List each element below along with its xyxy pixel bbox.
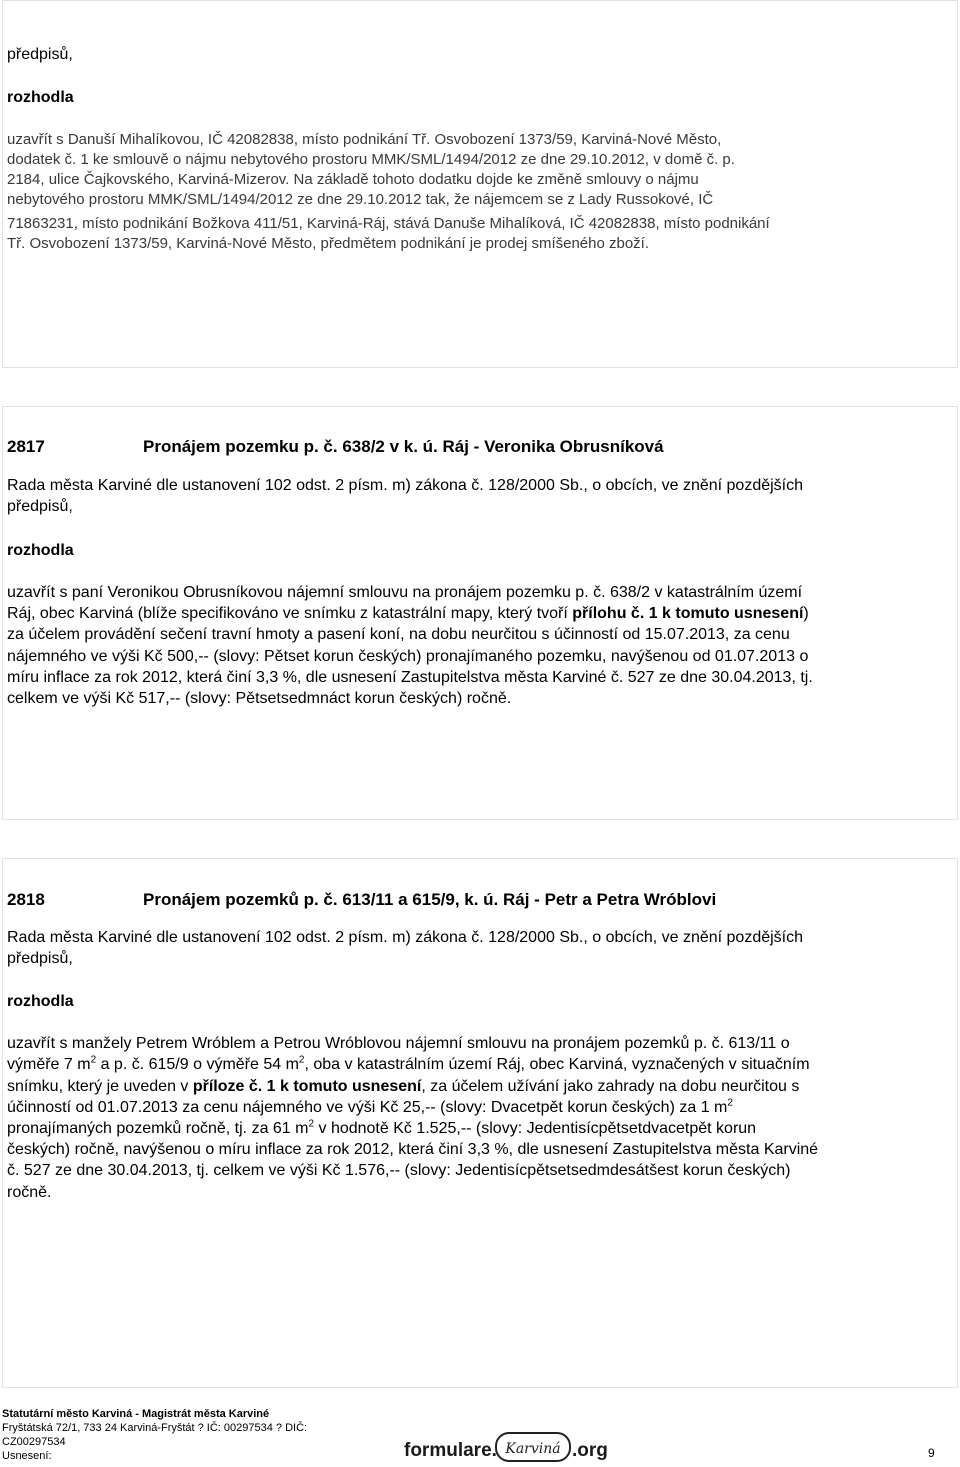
rozhodla-label: rozhodla [7, 993, 74, 1010]
rozhodla-label: rozhodla [7, 89, 74, 106]
formulare-karvina-logo [404, 1432, 612, 1462]
decision-line-4 [7, 1098, 951, 1118]
decision-line-6: Tř. Osvobození 1373/59, Karviná-Nové Město, předmětem podnikání je prodej smíšeného zboží. [7, 235, 650, 252]
logo-text-mid: Karviná [505, 1441, 561, 1457]
decision-line-1: uzavřít s manžely Petrem Wróblem a Petrou Wróblovou nájemní smlouvu na pronájem pozemků p. č. 613/11 o [7, 1035, 790, 1052]
footer-vat-id: CZ00297534 [2, 1436, 66, 1448]
superscript: 2 [727, 1097, 733, 1109]
decision-line-2 [7, 1055, 951, 1075]
resolution-title: Pronájem pozemku p. č. 638/2 v k. ú. Ráj - Veronika Obrusníková [143, 437, 664, 456]
superscript: 2 [298, 1054, 305, 1066]
resolution-heading [7, 890, 951, 910]
decision-text: , oba v katastrálním území Ráj, obec Karviná, vyznačených v situačním [304, 1056, 810, 1073]
footer-address: Fryštátská 72/1, 733 24 Karviná-Fryštát ? IČ: 00297534 ? DIČ: [2, 1422, 308, 1434]
decision-line-5: míru inflace za rok 2012, která činí 3,3 %, dle usnesení Zastupitelstva města Karviné č. 527 ze dne 30.04.2013, tj. [7, 669, 813, 686]
footer-resolution-label: Usnesení: [2, 1450, 52, 1462]
decision-text: ) [803, 605, 809, 622]
decision-line-6: celkem ve výši Kč 517,-- (slovy: Pětsetsedmnáct korun českých) ročně. [7, 690, 512, 707]
intro-text: Rada města Karviné dle ustanovení 102 odst. 2 písm. m) zákona č. 128/2000 Sb., o obcích, ve znění pozdějších [7, 477, 804, 494]
decision-text: v hodnotě Kč 1.525,-- (slovy: Jedentisícpětsetdvacetpět korun [314, 1120, 757, 1137]
intro-text: Rada města Karviné dle ustanovení 102 odst. 2 písm. m) zákona č. 128/2000 Sb., o obcích, ve znění pozdějších [7, 929, 804, 946]
decision-text: výměře 7 m [7, 1056, 91, 1073]
decision-text: Ráj, obec Karviná (blíže specifikováno ve snímku z katastrální mapy, který tvoří [7, 605, 573, 622]
decision-line-3 [7, 1077, 951, 1097]
resolution-title: Pronájem pozemků p. č. 613/11 a 615/9, k. ú. Ráj - Petr a Petra Wróblovi [143, 890, 717, 909]
decision-text: a p. č. 615/9 o výměře 54 m [96, 1056, 299, 1073]
resolution-number: 2818 [7, 890, 45, 909]
decision-text: pronajímaných pozemků ročně, tj. za 61 m [7, 1120, 309, 1137]
decision-line-6: českých) ročně, navýšenou o míru inflace za rok 2012, která činí 3,3 %, dle usnesení Zastupitelstva města Karviné [7, 1141, 819, 1158]
superscript: 2 [308, 1118, 315, 1130]
decision-line-3: za účelem provádění sečení travní hmoty a pasení koní, na dobu neurčitou s účinností od 15.07.2013, za cenu [7, 626, 790, 643]
decision-text: účinností od 01.07.2013 za cenu nájemného ve výši Kč 25,-- (slovy: Dvacetpět korun českých) za 1 m [7, 1099, 728, 1116]
predpisu-text: předpisů, [7, 46, 73, 63]
superscript: 2 [90, 1054, 97, 1066]
decision-line-8: ročně. [7, 1184, 52, 1201]
attachment-reference: přílohu č. 1 k tomuto usnesení [572, 605, 804, 622]
decision-line-1: uzavřít s paní Veronikou Obrusníkovou nájemní smlouvu na pronájem pozemku p. č. 638/2 v katastrálním území [7, 584, 803, 601]
page-number: 9 [928, 1446, 935, 1460]
predpisu-text: předpisů, [7, 498, 73, 515]
attachment-reference: příloze č. 1 k tomuto usnesení [192, 1078, 422, 1095]
decision-line-5: 71863231, místo podnikání Božkova 411/51, Karviná-Ráj, stává Danuše Mihalíková, IČ 42082838, místo podnikání [7, 215, 770, 232]
footer-organization: Statutární město Karviná - Magistrát města Karviné [2, 1408, 270, 1420]
logo-text-right: .org [572, 1440, 608, 1461]
decision-line-2: dodatek č. 1 ke smlouvě o nájmu nebytového prostoru MMK/SML/1494/2012 ze dne 29.10.2012, v domě č. p. [7, 151, 735, 168]
decision-line-3: 2184, ulice Čajkovského, Karviná-Mizerov. Na základě tohoto dodatku dojde ke změně smlouvy o nájmu [7, 171, 699, 188]
rozhodla-label: rozhodla [7, 542, 74, 559]
logo-text-left: formulare. [404, 1440, 497, 1461]
decision-line-2 [7, 604, 951, 624]
resolution-number: 2817 [7, 437, 45, 456]
decision-line-7: č. 527 ze dne 30.04.2013, tj. celkem ve výši Kč 1.576,-- (slovy: Jedentisícpětsetsedmdesátšest korun českých) [7, 1162, 791, 1179]
decision-text: , za účelem užívání jako zahrady na dobu neurčitou s [421, 1078, 800, 1095]
resolution-heading [7, 437, 951, 457]
decision-line-4: nebytového prostoru MMK/SML/1494/2012 ze dne 29.10.2012 tak, že nájemcem se z Lady Russokové, IČ [7, 191, 714, 208]
decision-line-5 [7, 1119, 951, 1139]
decision-line-1: uzavřít s Danuší Mihalíkovou, IČ 42082838, místo podnikání Tř. Osvobození 1373/59, Karviná-Nové Město, [7, 131, 722, 148]
decision-text: snímku, který je uveden v [7, 1078, 193, 1095]
decision-line-4: nájemného ve výši Kč 500,-- (slovy: Pětset korun českých) pronajímaného pozemku, navýšenou od 01.07.2013 o [7, 648, 809, 665]
predpisu-text: předpisů, [7, 950, 73, 967]
